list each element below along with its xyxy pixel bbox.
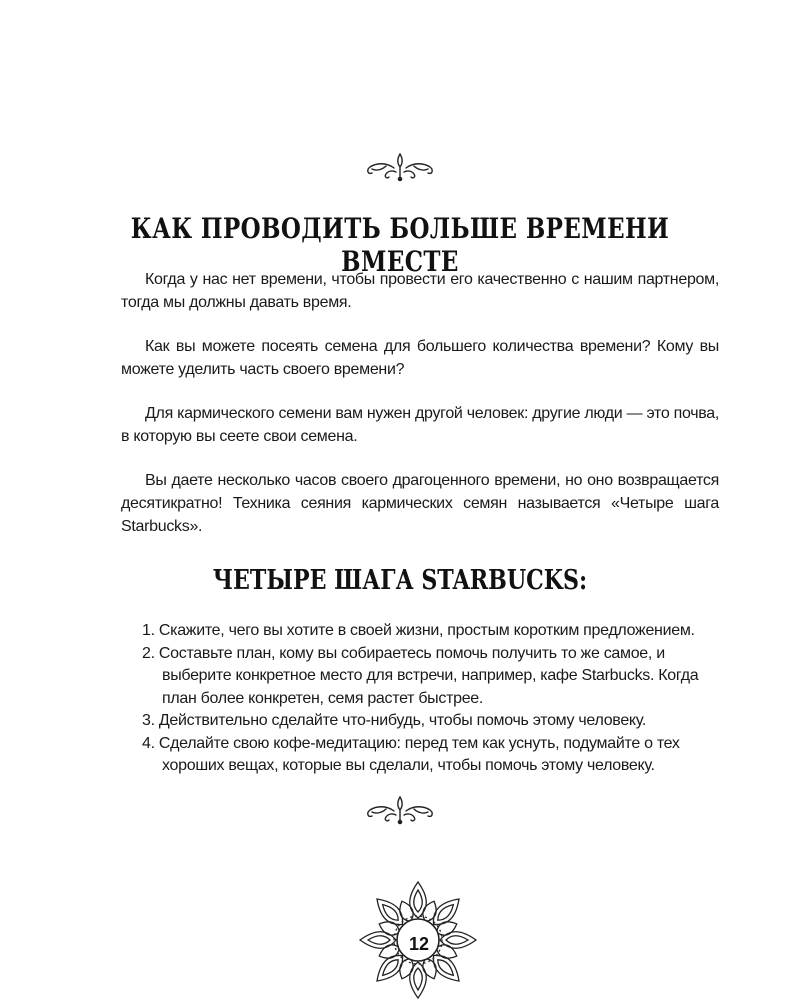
list-item: 1. Скажите, чего вы хотите в своей жизни, простым коротким предложением. [142,622,695,639]
paragraph: Когда у нас нет времени, чтобы провести его качественно с нашим партнером, тогда мы должны давать время. [121,271,719,311]
section-heading: ЧЕТЫРЕ ШАГА STARBUCKS: [212,565,588,596]
page-number: 12 [408,933,430,954]
page-title: КАК ПРОВОДИТЬ БОЛЬШЕ ВРЕМЕНИ ВМЕСТЕ [130,212,670,278]
paragraph: Вы даете несколько часов своего драгоценного времени, но оно возвращается десятикратно! Техника сеяния кармических семян называется «Четыре шага Starbucks». [121,472,719,535]
steps-list [142,620,722,778]
paragraph: Как вы можете посеять семена для большего количества времени? Кому вы можете уделить часть своего времени? [121,338,719,378]
list-item: 2. Составьте план, кому вы собираетесь помочь получить то же самое, и выберите конкретное место для встречи, например, кафе Starbucks. Когда план более конкретен, семя растет быстрее. [142,644,699,707]
body-text [121,268,719,559]
floral-divider-icon [362,150,438,182]
paragraph: Для кармического семени вам нужен другой человек: другие люди — это почва, в которую вы сеете свои семена. [121,405,719,445]
list-item: 4. Сделайте свою кофе-медитацию: перед тем как уснуть, подумайте о тех хороших вещах, которые вы сделали, чтобы помочь этому человеку. [142,734,680,774]
list-item: 3. Действительно сделайте что-нибудь, чтобы помочь этому человеку. [142,712,647,729]
floral-divider-icon [362,793,438,825]
